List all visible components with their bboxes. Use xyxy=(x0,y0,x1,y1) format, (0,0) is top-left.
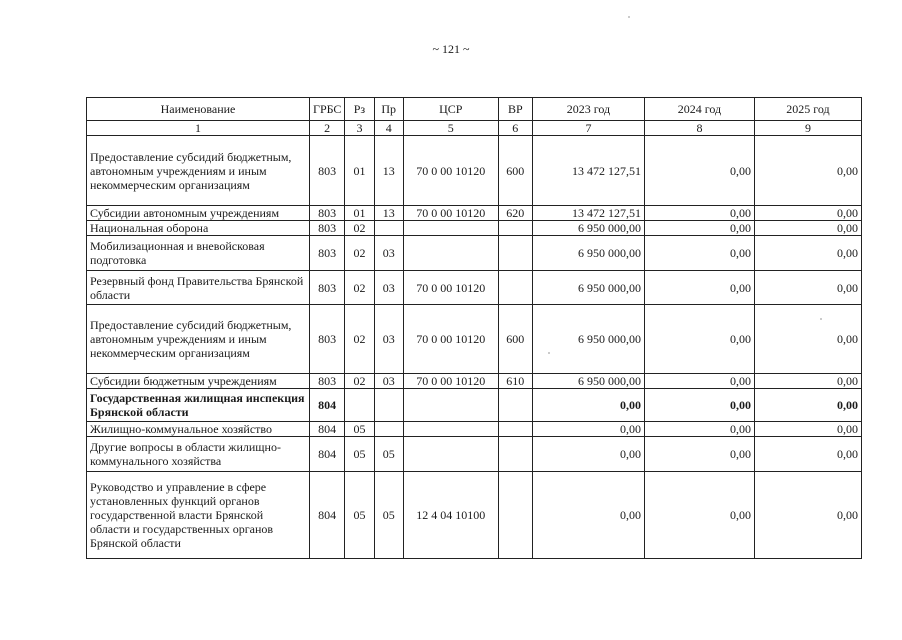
row-name: Жилищно-коммунальное хозяйство xyxy=(87,422,310,437)
scan-speck xyxy=(628,16,630,18)
row-amount-2024: 0,00 xyxy=(644,136,754,206)
row-name: Другие вопросы в области жилищно-коммунального хозяйства xyxy=(87,437,310,472)
row-amount-2025: 0,00 xyxy=(754,437,861,472)
row-name: Предоставление субсидий бюджетным, автономным учреждениям и иным некоммерческим организациям xyxy=(87,136,310,206)
row-amount-2024: 0,00 xyxy=(644,374,754,389)
row-grbs: 804 xyxy=(310,389,345,422)
row-vr xyxy=(498,437,532,472)
row-pr: 03 xyxy=(374,236,403,271)
row-pr: 03 xyxy=(374,374,403,389)
row-amount-2025: 0,00 xyxy=(754,389,861,422)
row-name: Резервный фонд Правительства Брянской области xyxy=(87,271,310,305)
row-amount-2024: 0,00 xyxy=(644,305,754,374)
row-amount-2023: 0,00 xyxy=(532,472,644,559)
row-csr: 70 0 00 10120 xyxy=(403,305,498,374)
table-row xyxy=(87,389,862,422)
row-amount-2023: 6 950 000,00 xyxy=(532,374,644,389)
col-header-grbs: ГРБС xyxy=(310,98,345,121)
row-csr: 70 0 00 10120 xyxy=(403,136,498,206)
row-amount-2023: 13 472 127,51 xyxy=(532,206,644,221)
row-amount-2025: 0,00 xyxy=(754,236,861,271)
row-grbs: 804 xyxy=(310,422,345,437)
table-row xyxy=(87,472,862,559)
row-csr xyxy=(403,437,498,472)
row-pr: 13 xyxy=(374,136,403,206)
row-amount-2023: 13 472 127,51 xyxy=(532,136,644,206)
row-vr: 600 xyxy=(498,305,532,374)
table-row xyxy=(87,236,862,271)
table-row xyxy=(87,437,862,472)
row-grbs: 803 xyxy=(310,236,345,271)
row-grbs: 803 xyxy=(310,206,345,221)
table-row xyxy=(87,136,862,206)
row-name: Субсидии автономным учреждениям xyxy=(87,206,310,221)
row-pr xyxy=(374,221,403,236)
row-amount-2025: 0,00 xyxy=(754,305,861,374)
table-row xyxy=(87,271,862,305)
table-row xyxy=(87,374,862,389)
row-name: Руководство и управление в сфере установленных функций органов государственной власти Брянской области и государственных органов Брянской области xyxy=(87,472,310,559)
row-csr: 70 0 00 10120 xyxy=(403,271,498,305)
col-header-pr: Пр xyxy=(374,98,403,121)
row-amount-2025: 0,00 xyxy=(754,271,861,305)
row-grbs: 803 xyxy=(310,136,345,206)
row-grbs: 803 xyxy=(310,221,345,236)
row-pr xyxy=(374,389,403,422)
table-row xyxy=(87,206,862,221)
row-rz: 02 xyxy=(345,271,374,305)
col-header-2023: 2023 год xyxy=(532,98,644,121)
row-amount-2023: 6 950 000,00 xyxy=(532,305,644,374)
budget-table xyxy=(86,97,862,559)
column-number: 2 xyxy=(310,121,345,136)
page-number: ~ 121 ~ xyxy=(432,42,470,56)
row-vr: 600 xyxy=(498,136,532,206)
row-name: Национальная оборона xyxy=(87,221,310,236)
row-amount-2024: 0,00 xyxy=(644,437,754,472)
row-csr: 12 4 04 10100 xyxy=(403,472,498,559)
row-amount-2024: 0,00 xyxy=(644,389,754,422)
row-rz: 02 xyxy=(345,221,374,236)
header-row xyxy=(87,98,862,121)
col-header-rz: Рз xyxy=(345,98,374,121)
row-rz: 02 xyxy=(345,374,374,389)
row-rz: 02 xyxy=(345,305,374,374)
row-rz: 02 xyxy=(345,236,374,271)
row-pr: 13 xyxy=(374,206,403,221)
row-grbs: 804 xyxy=(310,437,345,472)
row-amount-2023: 6 950 000,00 xyxy=(532,236,644,271)
column-number: 9 xyxy=(754,121,861,136)
row-vr xyxy=(498,422,532,437)
table-row xyxy=(87,305,862,374)
row-name: Мобилизационная и вневойсковая подготовка xyxy=(87,236,310,271)
row-pr: 05 xyxy=(374,437,403,472)
column-number: 7 xyxy=(532,121,644,136)
row-amount-2025: 0,00 xyxy=(754,374,861,389)
row-vr xyxy=(498,236,532,271)
row-csr: 70 0 00 10120 xyxy=(403,374,498,389)
row-amount-2025: 0,00 xyxy=(754,472,861,559)
scan-speck xyxy=(820,318,822,320)
row-vr xyxy=(498,271,532,305)
column-number: 6 xyxy=(498,121,532,136)
column-number: 5 xyxy=(403,121,498,136)
row-rz: 01 xyxy=(345,136,374,206)
row-rz: 05 xyxy=(345,472,374,559)
table-row xyxy=(87,422,862,437)
row-csr xyxy=(403,221,498,236)
row-grbs: 803 xyxy=(310,374,345,389)
col-header-csr: ЦСР xyxy=(403,98,498,121)
table-row xyxy=(87,221,862,236)
row-amount-2023: 0,00 xyxy=(532,422,644,437)
row-amount-2024: 0,00 xyxy=(644,472,754,559)
row-amount-2025: 0,00 xyxy=(754,221,861,236)
row-name: Субсидии бюджетным учреждениям xyxy=(87,374,310,389)
row-csr: 70 0 00 10120 xyxy=(403,206,498,221)
row-pr: 03 xyxy=(374,305,403,374)
row-vr xyxy=(498,221,532,236)
scan-speck xyxy=(548,352,550,354)
row-csr xyxy=(403,236,498,271)
row-grbs: 804 xyxy=(310,472,345,559)
row-rz: 05 xyxy=(345,422,374,437)
row-grbs: 803 xyxy=(310,305,345,374)
row-pr xyxy=(374,422,403,437)
row-amount-2023: 0,00 xyxy=(532,437,644,472)
row-name: Предоставление субсидий бюджетным, автономным учреждениям и иным некоммерческим организациям xyxy=(87,305,310,374)
row-amount-2024: 0,00 xyxy=(644,221,754,236)
row-amount-2024: 0,00 xyxy=(644,271,754,305)
row-rz: 05 xyxy=(345,437,374,472)
row-amount-2023: 6 950 000,00 xyxy=(532,221,644,236)
row-grbs: 803 xyxy=(310,271,345,305)
row-amount-2024: 0,00 xyxy=(644,422,754,437)
col-header-2024: 2024 год xyxy=(644,98,754,121)
row-vr: 620 xyxy=(498,206,532,221)
column-number: 1 xyxy=(87,121,310,136)
col-header-vr: ВР xyxy=(498,98,532,121)
row-vr: 610 xyxy=(498,374,532,389)
row-amount-2023: 6 950 000,00 xyxy=(532,271,644,305)
row-rz: 01 xyxy=(345,206,374,221)
row-vr xyxy=(498,472,532,559)
row-amount-2025: 0,00 xyxy=(754,206,861,221)
column-numbers-row xyxy=(87,121,862,136)
row-amount-2025: 0,00 xyxy=(754,422,861,437)
row-amount-2024: 0,00 xyxy=(644,236,754,271)
col-header-2025: 2025 год xyxy=(754,98,861,121)
row-vr xyxy=(498,389,532,422)
row-pr: 05 xyxy=(374,472,403,559)
column-number: 8 xyxy=(644,121,754,136)
row-amount-2025: 0,00 xyxy=(754,136,861,206)
row-rz xyxy=(345,389,374,422)
row-pr: 03 xyxy=(374,271,403,305)
row-amount-2024: 0,00 xyxy=(644,206,754,221)
row-csr xyxy=(403,389,498,422)
row-name: Государственная жилищная инспекция Брянской области xyxy=(87,389,310,422)
row-amount-2023: 0,00 xyxy=(532,389,644,422)
column-number: 3 xyxy=(345,121,374,136)
col-header-name: Наименование xyxy=(87,98,310,121)
column-number: 4 xyxy=(374,121,403,136)
row-csr xyxy=(403,422,498,437)
